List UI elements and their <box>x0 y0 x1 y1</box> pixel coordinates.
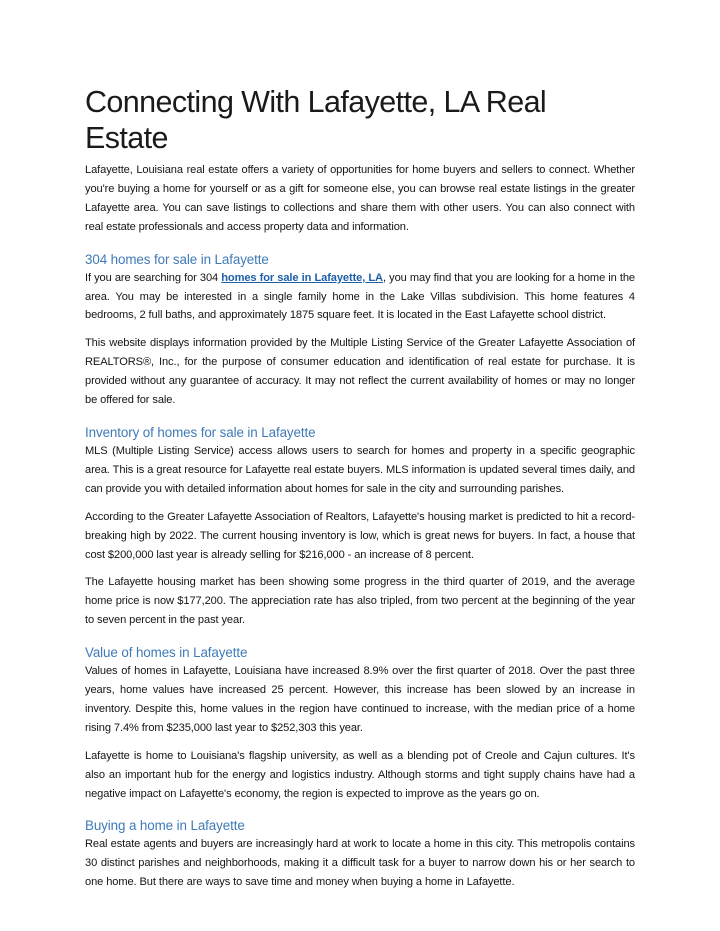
section-heading-304-homes: 304 homes for sale in Lafayette <box>85 251 269 267</box>
section-value-paragraph-1: Values of homes in Lafayette, Louisiana have increased 8.9% over the first quarter of 2018. Over the past three years, home values have increased 25 percent. However, this increase has been slowed by an increase in inventory. Despite this, home values in the region have continued to increase, with the median price of a home rising 7.4% from $235,000 last year to $252,303 this year. <box>85 665 635 734</box>
document-page <box>85 84 635 901</box>
intro-paragraph: Lafayette, Louisiana real estate offers a variety of opportunities for home buyers and sellers to connect. Whether you're buying a home for yourself or as a gift for someone else, you can browse real estate listings in the greater Lafayette area. You can save listings to collections and share them with other users. You can also connect with real estate professionals and access property data and information. <box>85 164 635 233</box>
section-304-homes-paragraph-1 <box>85 269 635 326</box>
page-title: Connecting With Lafayette, LA Real Estate <box>85 85 547 155</box>
section-heading-value: Value of homes in Lafayette <box>85 645 248 661</box>
section-heading-buying: Buying a home in Lafayette <box>85 818 245 834</box>
section-value-paragraph-2: Lafayette is home to Louisiana's flagship university, as well as a blending pot of Creole and Cajun cultures. It's also an important hub for the energy and logistics industry. Although storms and tight supply chains have had a negative impact on Lafayette's economy, the region is expected to improve as the years go on. <box>85 749 635 800</box>
section-inventory-paragraph-1: MLS (Multiple Listing Service) access allows users to search for homes and property in a specific geographic area. This is a great resource for Lafayette real estate buyers. MLS information is updated several times daily, and can provide you with detailed information about homes for sale in the city and surrounding parishes. <box>85 444 635 495</box>
section-304-homes-paragraph-2: This website displays information provided by the Multiple Listing Service of the Greater Lafayette Association of REALTORS®, Inc., for the purpose of consumer education and identification of real estate for purchase. It is provided without any guarantee of accuracy. It may not reflect the current availability of homes or may no longer be offered for sale. <box>85 337 635 407</box>
paragraph-text: , you may find that you are looking for a home in the area. You may be interested in a single family home in the Lake Villas subdivision. This home features 4 bedrooms, 2 full baths, and approximately 1875 square feet. It is located in the East Lafayette school district. <box>85 271 635 322</box>
section-inventory-paragraph-3: The Lafayette housing market has been showing some progress in the third quarter of 2019, and the average home price is now $177,200. The appreciation rate has also tripled, from two percent at the beginning of the year to seven percent in the past year. <box>85 576 635 627</box>
paragraph-text: If you are searching for 304 <box>85 271 222 284</box>
section-buying-paragraph-1: Real estate agents and buyers are increasingly hard at work to locate a home in this city. This metropolis contains 30 distinct parishes and neighborhoods, making it a difficult task for a buyer to narrow down his or her search to one home. But there are ways to save time and money when buying a home in Lafayette. <box>85 838 635 889</box>
homes-for-sale-link[interactable]: homes for sale in Lafayette, LA <box>221 271 383 284</box>
section-heading-inventory: Inventory of homes for sale in Lafayette <box>85 424 316 440</box>
section-inventory-paragraph-2: According to the Greater Lafayette Association of Realtors, Lafayette's housing market is predicted to hit a record-breaking high by 2022. The current housing inventory is low, which is great news for buyers. In fact, a house that cost $200,000 last year is already selling for $216,000 - an increase of 8 percent. <box>85 510 635 561</box>
